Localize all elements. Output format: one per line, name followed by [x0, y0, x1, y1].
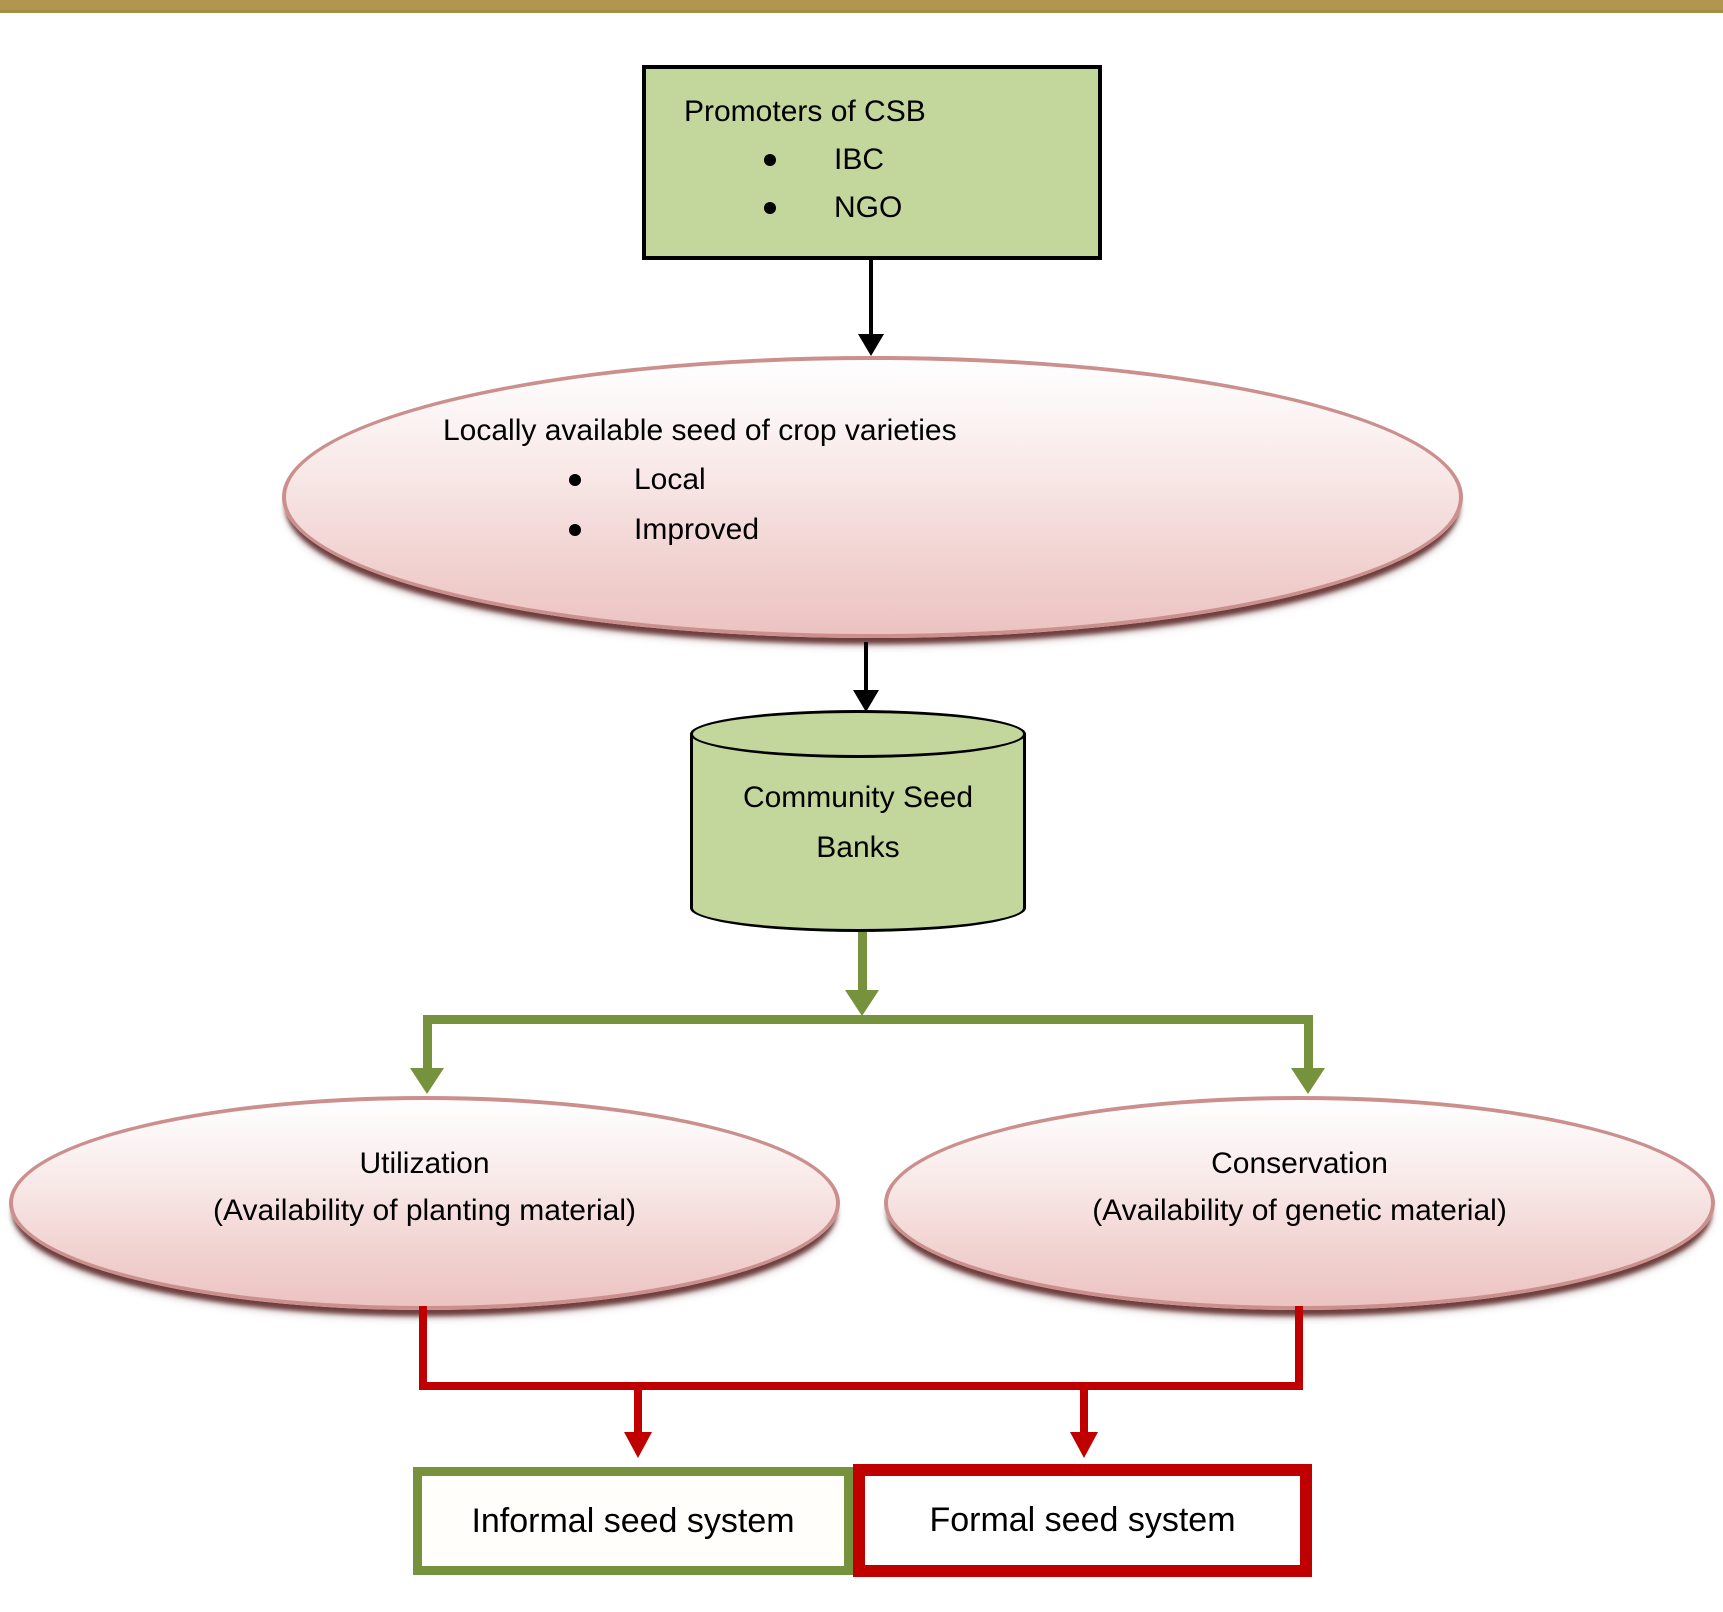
top-accent-bar-edge: [0, 10, 1723, 13]
conservation-title: Conservation: [1211, 1147, 1388, 1180]
red-arrow-to-formal-icon: [1070, 1432, 1098, 1458]
bullet-dot-icon: [569, 524, 581, 536]
utilization-title: Utilization: [359, 1147, 490, 1180]
seed-bullet-improved-label: Improved: [634, 513, 760, 546]
conservation-ellipse: [884, 1096, 1715, 1310]
red-connector-horizontal-bar: [419, 1382, 1303, 1390]
cylinder-top-face: [690, 710, 1026, 758]
promoters-of-csb-box: [642, 65, 1102, 260]
cylinder-label: [690, 773, 1026, 873]
promoters-bullet-ngo-label: NGO: [834, 191, 903, 224]
red-connector-drop-formal: [1080, 1390, 1088, 1432]
promoters-bullet-ibc-label: IBC: [834, 143, 885, 176]
seed-ellipse-title: Locally available seed of crop varieties: [443, 414, 957, 447]
red-connector-left-line: [419, 1306, 427, 1382]
green-arrow-to-conservation-icon: [1291, 1068, 1325, 1094]
arrow-line-promoters-to-seed: [869, 260, 873, 334]
bullet-dot-icon: [764, 202, 776, 214]
arrow-head-seed-to-csb-icon: [853, 690, 879, 712]
cylinder-label-line1: Community Seed: [742, 781, 974, 814]
red-connector-drop-informal: [634, 1390, 642, 1432]
informal-seed-system-box: [413, 1467, 853, 1575]
arrow-line-seed-to-csb: [864, 642, 868, 690]
green-connector-center-line: [858, 932, 867, 990]
seed-bullet-local: [569, 458, 706, 502]
red-connector-right-line: [1295, 1306, 1303, 1382]
arrow-head-promoters-to-seed-icon: [858, 334, 884, 356]
seed-bullet-improved: [569, 508, 759, 552]
green-arrow-to-utilization-icon: [410, 1068, 444, 1094]
utilization-subtitle: (Availability of planting material): [213, 1194, 636, 1227]
green-connector-center-arrow-icon: [845, 990, 879, 1016]
green-connector-right-drop: [1304, 1015, 1313, 1068]
promoters-bullet-ngo: [764, 186, 902, 230]
locally-available-seed-ellipse: [282, 356, 1463, 638]
red-arrow-to-informal-icon: [624, 1432, 652, 1458]
community-seed-banks-cylinder: [690, 710, 1026, 932]
promoters-title: Promoters of CSB: [684, 95, 926, 128]
utilization-ellipse: [9, 1096, 840, 1310]
utilization-text: [13, 1140, 836, 1234]
promoters-bullet-ibc: [764, 138, 884, 182]
cylinder-label-line2: Banks: [816, 831, 900, 864]
seed-bullet-local-label: Local: [634, 463, 706, 496]
bullet-dot-icon: [764, 154, 776, 166]
green-connector-horizontal-bar: [423, 1015, 1313, 1024]
conservation-subtitle: (Availability of genetic material): [1092, 1194, 1507, 1227]
bullet-dot-icon: [569, 474, 581, 486]
formal-seed-system-label: Formal seed system: [929, 1501, 1236, 1539]
green-connector-left-drop: [423, 1015, 432, 1068]
informal-seed-system-label: Informal seed system: [471, 1501, 795, 1540]
formal-seed-system-box: [853, 1464, 1312, 1577]
conservation-text: [888, 1140, 1711, 1234]
